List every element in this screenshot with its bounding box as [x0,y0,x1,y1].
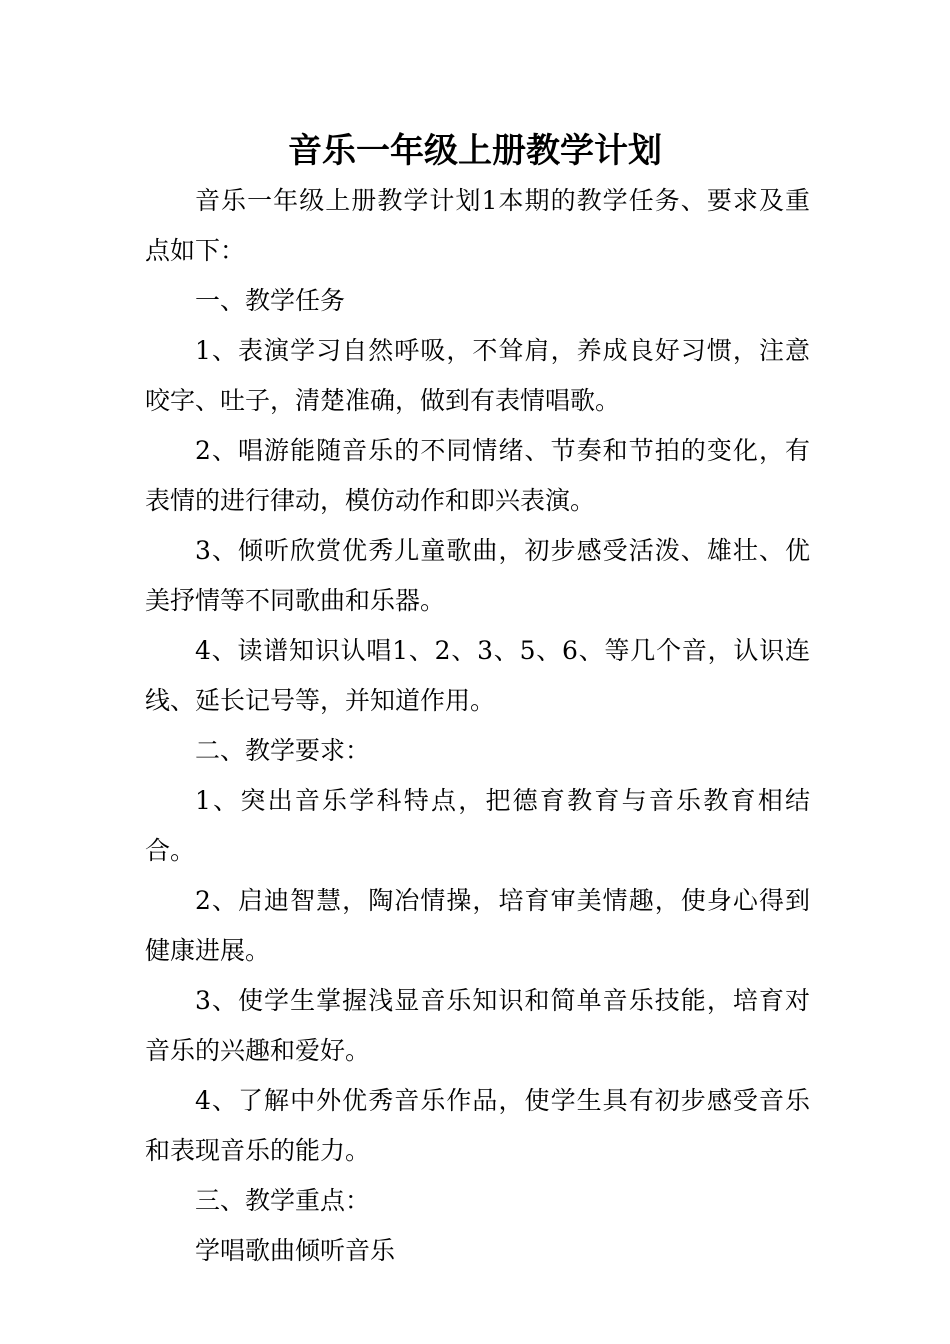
document-title: 音乐一年级上册教学计划 [288,131,662,171]
intro-paragraph: 音乐一年级上册教学计划1本期的教学任务、要求及重点如下： [145,186,810,265]
section-heading-teaching-focus: 三、教学重点： [195,1186,371,1215]
task-item-3: 3、倾听欣赏优秀儿童歌曲，初步感受活泼、雄壮、优美抒情等不同歌曲和乐器。 [145,536,810,615]
requirement-item-2: 2、启迪智慧，陶冶情操，培育审美情趣，使身心得到健康进展。 [145,886,810,965]
requirement-item-1: 1、突出音乐学科特点，把德育教育与音乐教育相结合。 [145,786,810,865]
requirement-item-3: 3、使学生掌握浅显音乐知识和简单音乐技能，培育对音乐的兴趣和爱好。 [145,986,810,1065]
section-heading-teaching-tasks: 一、教学任务 [195,286,346,315]
document-body [145,176,810,1276]
focus-item: 学唱歌曲倾听音乐 [195,1236,396,1265]
task-item-2: 2、唱游能随音乐的不同情绪、节奏和节拍的变化，有表情的进行律动，模仿动作和即兴表演。 [145,436,810,515]
task-item-4: 4、读谱知识认唱1、2、3、5、6、等几个音，认识连线、延长记号等，并知道作用。 [145,636,810,715]
requirement-item-4: 4、了解中外优秀音乐作品，使学生具有初步感受音乐和表现音乐的能力。 [145,1086,810,1165]
section-heading-teaching-requirements: 二、教学要求： [195,736,371,765]
task-item-1: 1、表演学习自然呼吸，不耸肩，养成良好习惯，注意咬字、吐子，清楚准确，做到有表情唱歌。 [145,336,810,415]
